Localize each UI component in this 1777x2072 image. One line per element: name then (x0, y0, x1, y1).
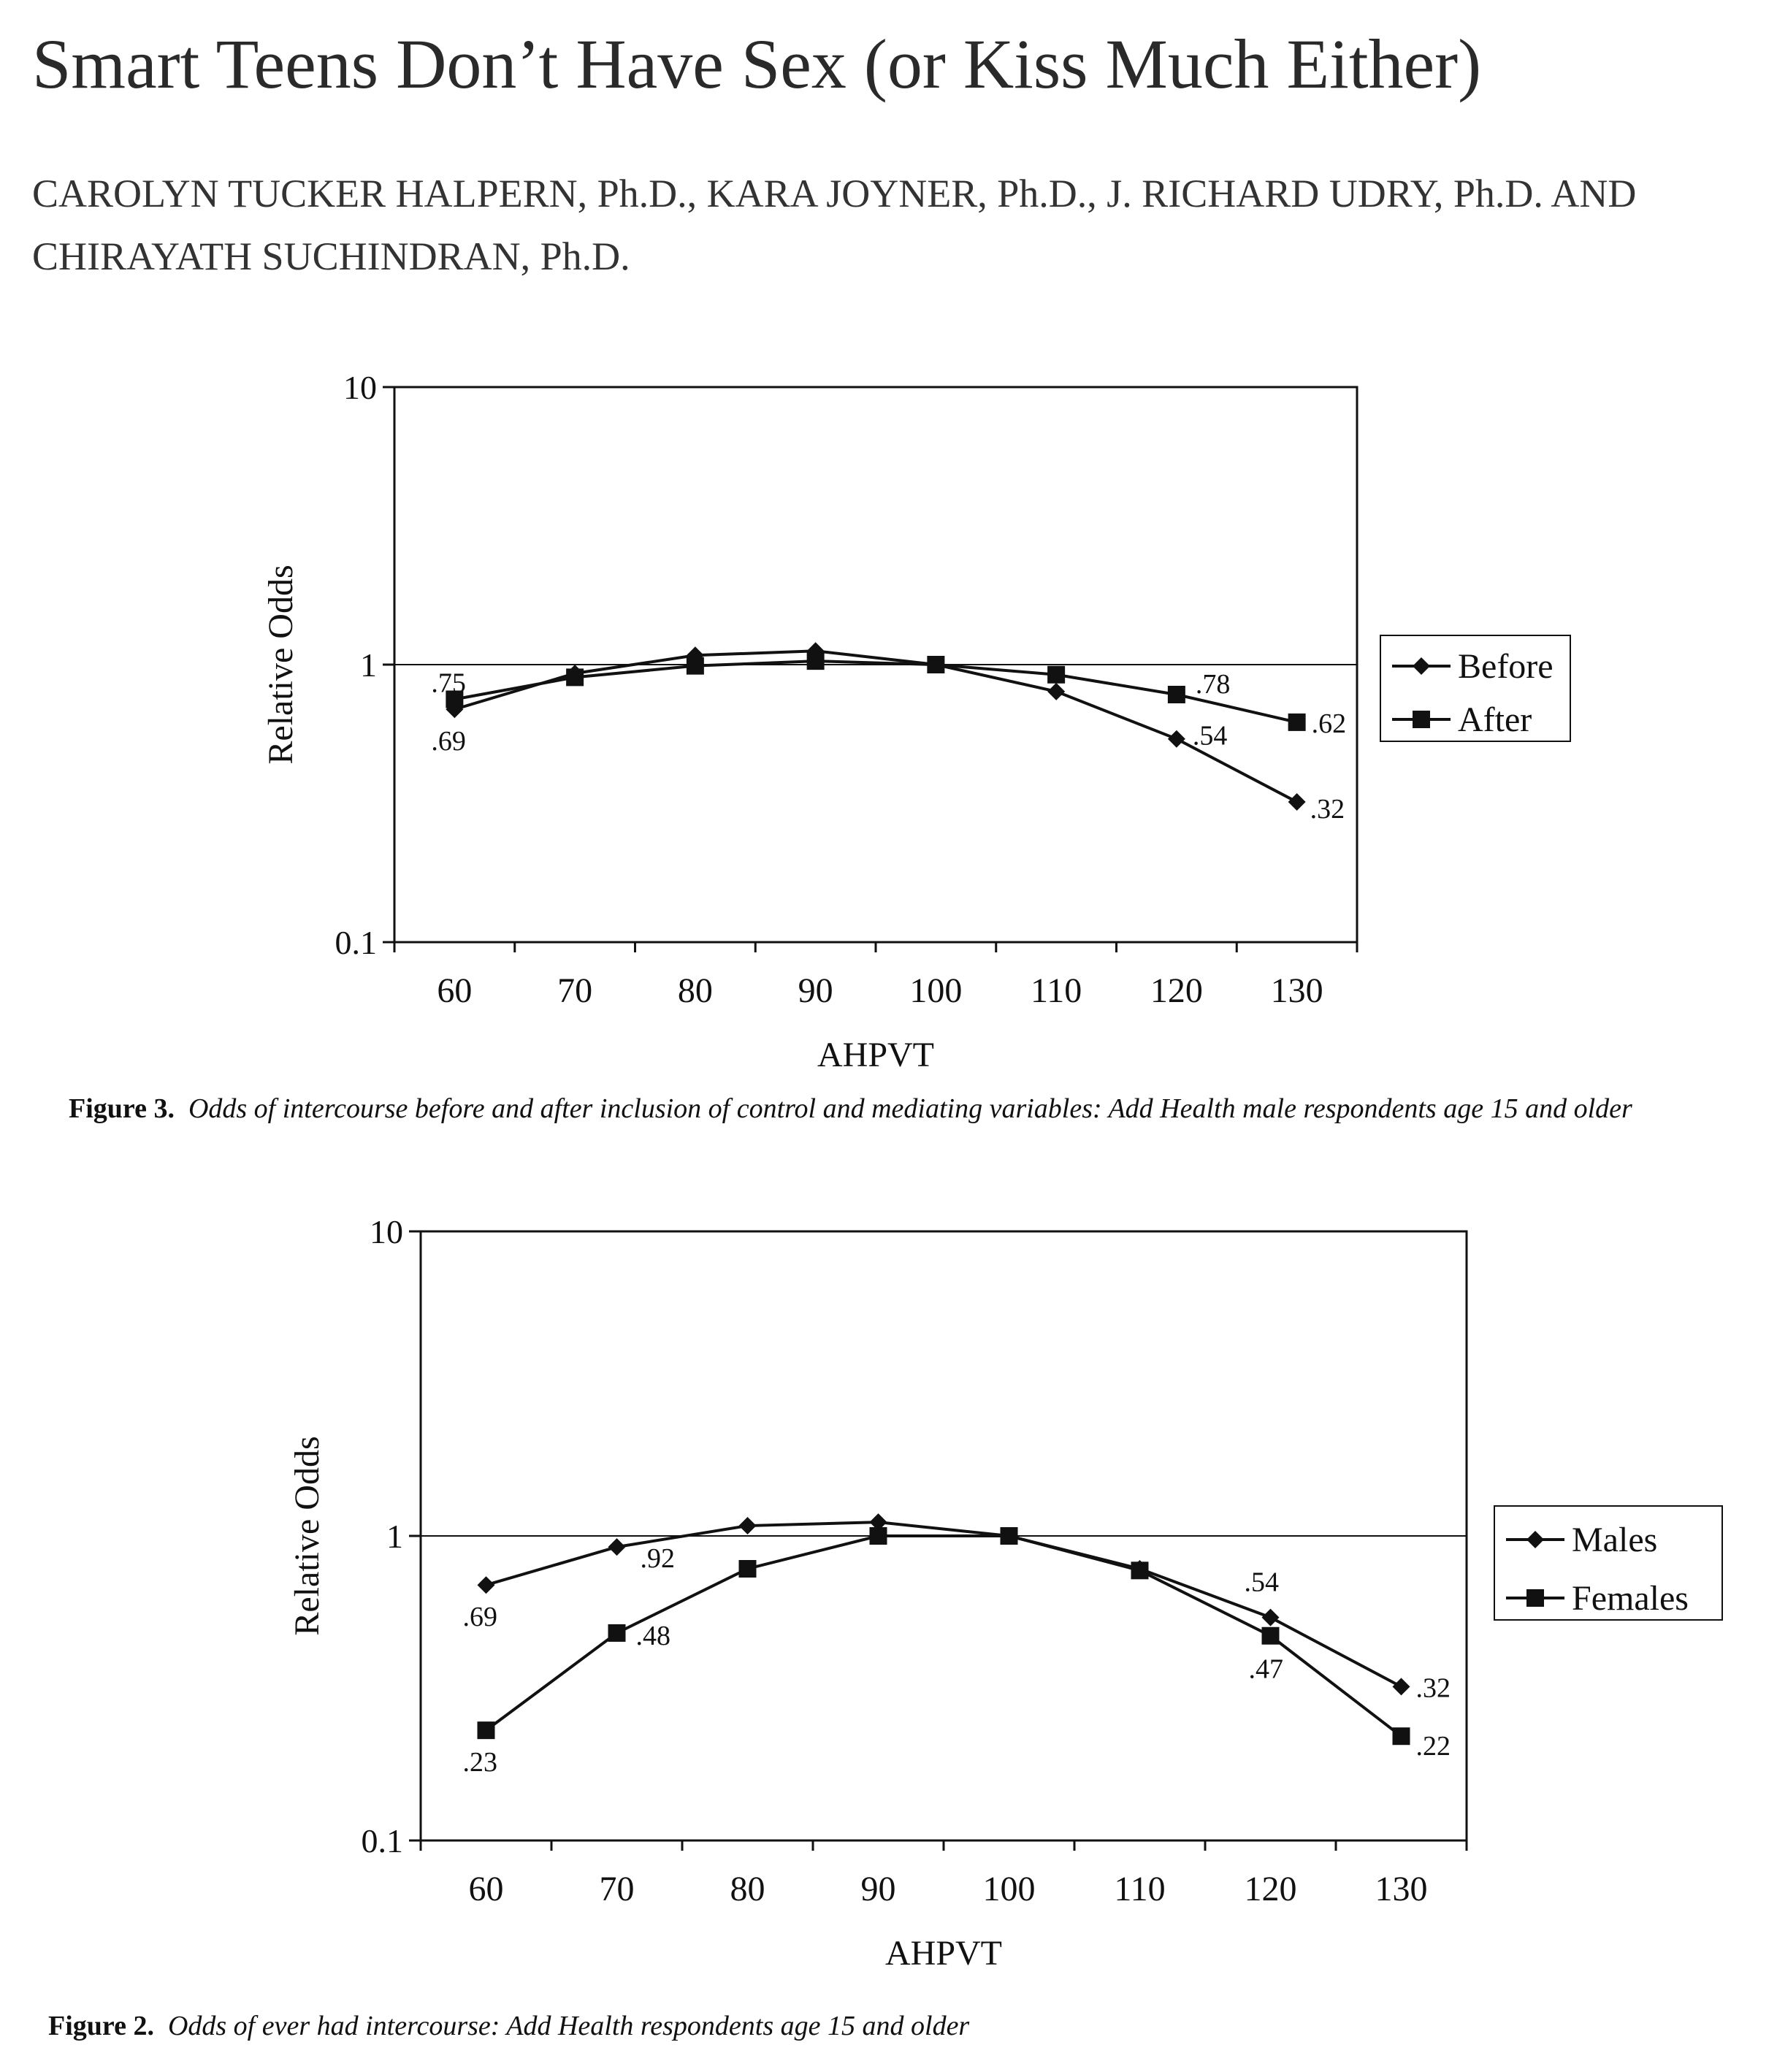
figure-2-label: Figure 2. (48, 2011, 154, 2041)
data-label: .54 (1192, 720, 1228, 752)
figure-2-caption (48, 2010, 969, 2042)
data-point-square (1131, 1561, 1149, 1579)
data-point-square (608, 1624, 626, 1642)
data-point-square (478, 1721, 495, 1739)
y-tick-label: 1 (386, 1518, 403, 1555)
x-tick-label: 80 (677, 971, 713, 1010)
y-axis-label: Relative Odds (288, 1436, 326, 1636)
x-tick-label: 120 (1244, 1870, 1297, 1908)
legend-label-after: After (1458, 700, 1532, 739)
legend-marker-square (1526, 1589, 1544, 1607)
figure-3-label: Figure 3. (69, 1093, 175, 1124)
data-label: .48 (635, 1620, 670, 1651)
legend-label-before: Before (1458, 647, 1554, 686)
data-label: .69 (431, 726, 466, 757)
data-label: .32 (1415, 1672, 1451, 1704)
data-point-square (1393, 1727, 1410, 1745)
data-point-diamond (1047, 683, 1065, 700)
y-tick-label: 1 (360, 646, 377, 684)
data-point-square (1288, 714, 1306, 731)
data-point-square (807, 652, 825, 670)
authors-line-1: CAROLYN TUCKER HALPERN, Ph.D., KARA JOYNER, Ph.D., J. RICHARD UDRY, Ph.D. AND (32, 172, 1637, 215)
data-point-diamond (1168, 730, 1185, 748)
y-tick-label: 0.1 (361, 1822, 403, 1859)
x-tick-label: 120 (1150, 971, 1203, 1010)
data-label: .22 (1415, 1731, 1451, 1762)
data-point-square (1047, 666, 1065, 684)
data-label: .78 (1195, 669, 1231, 700)
x-tick-label: 70 (557, 971, 593, 1010)
data-point-square (927, 656, 944, 673)
x-axis-label: AHPVT (817, 1036, 935, 1074)
data-point-square (566, 668, 584, 686)
legend-label-males: Males (1572, 1521, 1658, 1559)
x-tick-label: 70 (599, 1870, 635, 1908)
x-tick-label: 60 (468, 1870, 504, 1908)
x-tick-label: 60 (437, 971, 473, 1010)
data-label: .69 (462, 1602, 497, 1633)
x-tick-label: 100 (982, 1870, 1036, 1908)
data-label: .92 (640, 1543, 675, 1575)
x-tick-label: 110 (1031, 971, 1082, 1010)
data-point-square (687, 657, 704, 675)
page-title: Smart Teens Don’t Have Sex (or Kiss Much Either) (32, 25, 1482, 103)
legend-marker-square (1413, 711, 1430, 728)
x-tick-label: 110 (1114, 1870, 1166, 1908)
legend-label-females: Females (1572, 1579, 1689, 1618)
x-axis-label: AHPVT (884, 1934, 1003, 1973)
data-point-diamond (608, 1538, 626, 1556)
x-tick-label: 90 (798, 971, 833, 1010)
data-label: .54 (1244, 1567, 1279, 1598)
data-point-square (1168, 686, 1185, 703)
data-point-square (739, 1560, 757, 1578)
data-point-square (870, 1527, 887, 1545)
figure-3-text: Odds of intercourse before and after inclusion of control and mediating variables: Add Health male respondents age 15 and older (188, 1093, 1632, 1124)
authors-line-2: CHIRAYATH SUCHINDRAN, Ph.D. (32, 234, 630, 278)
x-tick-label: 130 (1270, 971, 1323, 1010)
author-list (32, 162, 1770, 288)
data-label: .47 (1248, 1654, 1283, 1685)
data-label: .75 (431, 668, 466, 699)
data-label: .23 (462, 1747, 497, 1778)
y-axis-label: Relative Odds (261, 565, 300, 765)
data-point-diamond (1288, 793, 1306, 811)
data-point-square (1001, 1527, 1018, 1545)
data-point-square (1262, 1627, 1280, 1645)
data-point-diamond (1262, 1609, 1280, 1626)
data-label: .62 (1311, 708, 1347, 739)
figure-3-caption (69, 1093, 1632, 1125)
data-point-diamond (1393, 1678, 1410, 1695)
x-tick-label: 80 (730, 1870, 765, 1908)
figure-2-text: Odds of ever had intercourse: Add Health respondents age 15 and older (167, 2011, 970, 2041)
x-tick-label: 100 (909, 971, 963, 1010)
data-point-diamond (478, 1576, 495, 1594)
data-label: .32 (1310, 794, 1345, 825)
y-tick-label: 0.1 (335, 924, 377, 961)
data-point-diamond (739, 1517, 757, 1534)
figure-2-chart (0, 1190, 1777, 1973)
x-tick-label: 90 (860, 1870, 896, 1908)
figure-3-chart (0, 336, 1777, 1074)
y-tick-label: 10 (370, 1213, 403, 1250)
x-tick-label: 130 (1375, 1870, 1428, 1908)
y-tick-label: 10 (343, 369, 377, 406)
